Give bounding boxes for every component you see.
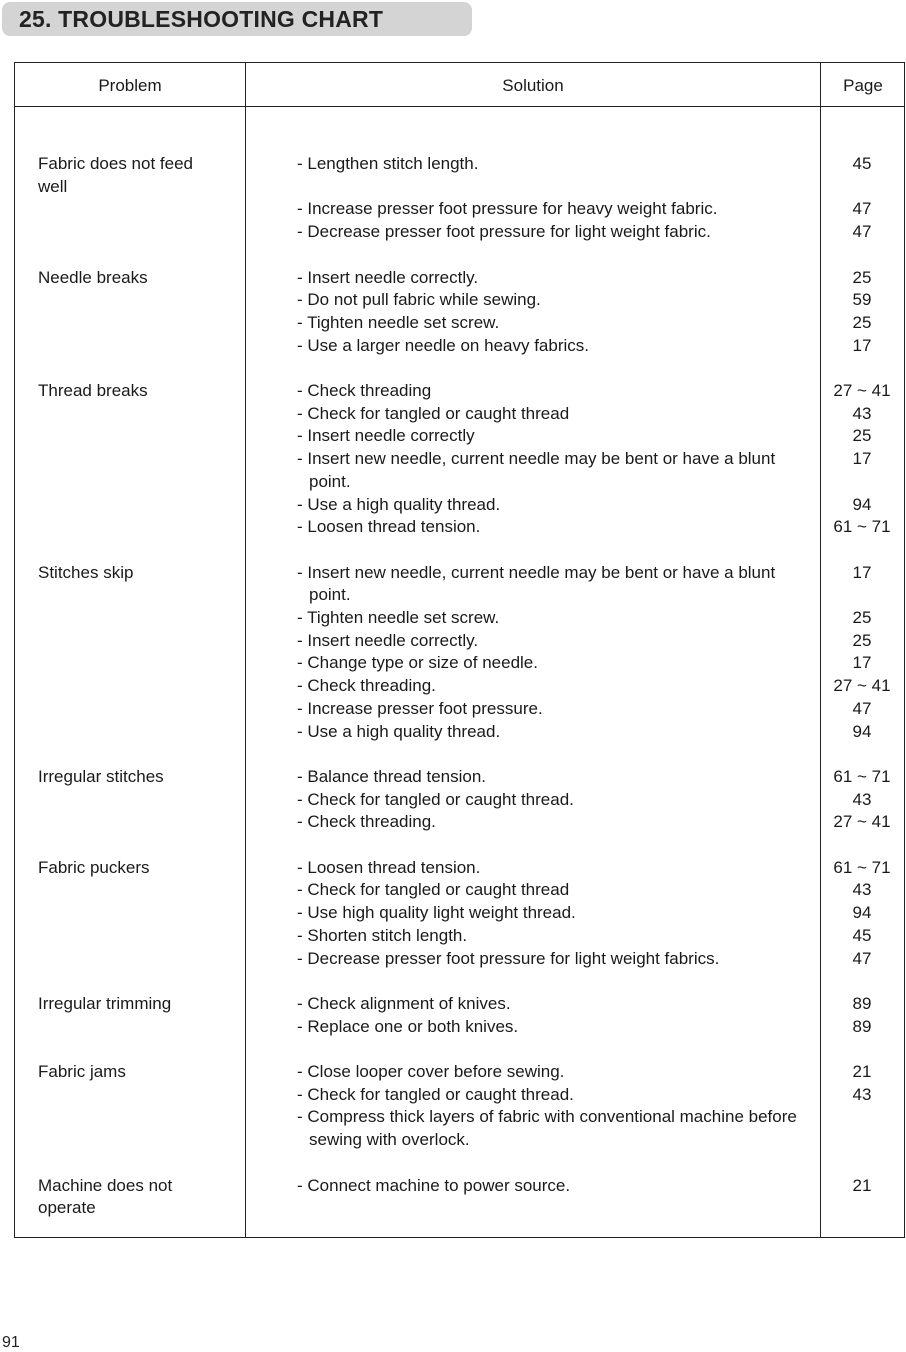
problem-cell-empty	[15, 879, 245, 902]
page-cell: 27 ~ 41	[833, 676, 891, 696]
page-cell: 94	[852, 721, 872, 741]
problem-group	[15, 1061, 904, 1152]
problem-cell-empty	[15, 312, 245, 335]
solution-cell: - Loosen thread tension.	[297, 857, 481, 877]
solution-cell: - Check for tangled or caught thread	[297, 403, 570, 423]
table-row	[15, 425, 904, 448]
table-row	[15, 312, 904, 335]
problem-cell: Needle breaks	[38, 267, 148, 287]
problem-cell: Thread breaks	[38, 381, 148, 400]
problem-cell-empty	[15, 335, 245, 358]
solution-cell: - Insert needle correctly.	[297, 267, 479, 287]
page-cell: 89	[852, 1016, 872, 1036]
solution-cell: - Insert new needle, current needle may be bent or have a blunt point.	[297, 449, 776, 491]
page-cell: 61 ~ 71	[833, 857, 891, 877]
page-cell: 25	[852, 426, 872, 446]
problem-cell: Stitches skip	[38, 562, 134, 582]
solution-cell: - Insert needle correctly	[297, 426, 475, 446]
solution-cell: - Change type or size of needle.	[297, 653, 538, 673]
page-cell: 47	[852, 222, 872, 242]
table-row	[15, 879, 904, 902]
table-row	[15, 448, 904, 493]
table-row	[15, 948, 904, 971]
problem-cell: Fabric jams	[38, 1062, 126, 1082]
problem-group	[15, 153, 904, 244]
problem-cell-empty	[15, 789, 245, 812]
problem-cell-empty	[15, 448, 245, 493]
page-cell: 89	[852, 993, 872, 1013]
problem-cell-empty	[15, 675, 245, 698]
table-row	[15, 221, 904, 244]
solution-cell: - Balance thread tension.	[297, 766, 487, 786]
solution-cell: - Decrease presser foot pressure for light weight fabric.	[297, 222, 711, 242]
page-cell: 25	[852, 312, 872, 332]
header-solution: Solution	[502, 76, 564, 95]
solution-cell: - Insert new needle, current needle may be bent or have a blunt point.	[297, 562, 776, 605]
page-cell: 45	[852, 925, 872, 945]
page-cell: 17	[852, 449, 872, 469]
row-spacer	[15, 244, 904, 267]
table-row	[15, 153, 904, 198]
solution-cell: - Do not pull fabric while sewing.	[297, 290, 541, 310]
solution-cell: - Lengthen stitch length.	[297, 154, 479, 173]
solution-cell: - Use a high quality thread.	[297, 494, 501, 514]
problem-cell-empty	[15, 652, 245, 675]
solution-cell: - Increase presser foot pressure.	[297, 698, 543, 718]
problem-cell-empty	[15, 198, 245, 221]
row-spacer	[15, 834, 904, 857]
solution-cell: - Use high quality light weight thread.	[297, 903, 576, 923]
page-cell: 17	[852, 653, 872, 673]
page-cell: 25	[852, 608, 872, 628]
table-row	[15, 1175, 904, 1220]
table-row	[15, 902, 904, 925]
table-row	[15, 925, 904, 948]
row-spacer	[15, 1038, 904, 1061]
solution-cell: - Use a high quality thread.	[297, 721, 501, 741]
problem-cell-empty	[15, 607, 245, 630]
problem-cell-empty	[15, 721, 245, 744]
page-cell: 47	[852, 698, 872, 718]
page-cell: 21	[852, 1062, 872, 1082]
solution-cell: - Check alignment of knives.	[297, 993, 511, 1013]
page-cell: 43	[852, 880, 872, 900]
problem-cell: Machine does not operate	[38, 1175, 173, 1218]
solution-cell: - Tighten needle set screw.	[297, 312, 500, 332]
page-cell: 43	[852, 403, 872, 423]
table-row	[15, 857, 904, 880]
problem-cell-empty	[15, 811, 245, 834]
page-cell: 21	[852, 1175, 872, 1195]
section-title: 25. TROUBLESHOOTING CHART	[2, 2, 472, 36]
table-body	[15, 153, 904, 1220]
page-cell: 17	[852, 335, 872, 355]
problem-group	[15, 993, 904, 1038]
table-row	[15, 516, 904, 539]
page-cell: 17	[852, 562, 872, 582]
solution-cell: - Increase presser foot pressure for heavy weight fabric.	[297, 199, 718, 219]
problem-group	[15, 562, 904, 744]
solution-cell: - Check for tangled or caught thread.	[297, 789, 574, 809]
table-row	[15, 380, 904, 403]
page-cell: 25	[852, 267, 872, 287]
solution-cell: - Tighten needle set screw.	[297, 608, 500, 628]
table-row	[15, 698, 904, 721]
problem-cell: Irregular trimming	[38, 993, 172, 1013]
problem-cell-empty	[15, 1016, 245, 1039]
problem-group	[15, 1175, 904, 1220]
table-row	[15, 494, 904, 517]
header-page: Page	[843, 76, 883, 95]
solution-cell: - Close looper cover before sewing.	[297, 1062, 565, 1082]
solution-cell: - Shorten stitch length.	[297, 925, 468, 945]
table-row	[15, 335, 904, 358]
table-row	[15, 267, 904, 290]
table-row	[15, 721, 904, 744]
table-row	[15, 289, 904, 312]
page-cell: 25	[852, 630, 872, 650]
problem-cell-empty	[15, 1084, 245, 1107]
problem-cell-empty	[15, 403, 245, 426]
problem-cell: Fabric does not feed well	[38, 154, 193, 196]
table-row	[15, 403, 904, 426]
problem-cell: Irregular stitches	[38, 766, 164, 786]
table-row	[15, 993, 904, 1016]
problem-cell: Fabric puckers	[38, 857, 150, 877]
page-cell: 47	[852, 948, 872, 968]
page-cell: 94	[852, 903, 872, 923]
table-row	[15, 1084, 904, 1107]
solution-cell: - Use a larger needle on heavy fabrics.	[297, 335, 589, 355]
solution-cell: - Compress thick layers of fabric with conventional machine before sewing with overlock.	[297, 1107, 797, 1150]
table-row	[15, 1106, 904, 1151]
problem-cell-empty	[15, 630, 245, 653]
table-row	[15, 630, 904, 653]
page-number: 91	[2, 1334, 20, 1351]
problem-group	[15, 766, 904, 834]
page-cell: 61 ~ 71	[833, 766, 891, 786]
page-cell	[820, 1106, 904, 1151]
problem-cell-empty	[15, 948, 245, 971]
table-row	[15, 811, 904, 834]
problem-cell-empty	[15, 516, 245, 539]
header-problem: Problem	[98, 76, 162, 95]
page-cell: 43	[852, 789, 872, 809]
row-spacer	[15, 743, 904, 766]
problem-cell-empty	[15, 925, 245, 948]
row-spacer	[15, 539, 904, 562]
problem-cell-empty	[15, 1106, 245, 1151]
solution-cell: - Connect machine to power source.	[297, 1175, 571, 1195]
table-row	[15, 675, 904, 698]
solution-cell: - Loosen thread tension.	[297, 517, 481, 537]
page-cell: 43	[852, 1084, 872, 1104]
table-row	[15, 1016, 904, 1039]
table-row	[15, 652, 904, 675]
table-row	[15, 766, 904, 789]
page-cell: 27 ~ 41	[833, 381, 891, 400]
page-cell: 61 ~ 71	[833, 517, 891, 537]
page-cell: 27 ~ 41	[833, 812, 891, 832]
page-cell: 45	[852, 154, 872, 173]
row-spacer	[15, 1152, 904, 1175]
table-row	[15, 1061, 904, 1084]
problem-cell-empty	[15, 221, 245, 244]
solution-cell: - Decrease presser foot pressure for light weight fabrics.	[297, 948, 720, 968]
solution-cell: - Replace one or both knives.	[297, 1016, 519, 1036]
table-row	[15, 198, 904, 221]
table-row	[15, 562, 904, 607]
problem-cell-empty	[15, 902, 245, 925]
problem-group	[15, 857, 904, 971]
problem-cell-empty	[15, 425, 245, 448]
page-cell: 59	[852, 290, 872, 310]
problem-cell-empty	[15, 698, 245, 721]
page-cell: 94	[852, 494, 872, 514]
problem-cell-empty	[15, 289, 245, 312]
solution-cell: - Check threading	[297, 381, 432, 400]
problem-cell-empty	[15, 494, 245, 517]
troubleshooting-table	[14, 62, 905, 1238]
table-row	[15, 607, 904, 630]
problem-group	[15, 380, 904, 539]
page-cell: 47	[852, 199, 872, 219]
row-spacer	[15, 357, 904, 380]
problem-group	[15, 267, 904, 358]
table-row	[15, 789, 904, 812]
solution-cell: - Check for tangled or caught thread.	[297, 1084, 574, 1104]
solution-cell: - Insert needle correctly.	[297, 630, 479, 650]
solution-cell: - Check threading.	[297, 676, 436, 696]
row-spacer	[15, 970, 904, 993]
solution-cell: - Check for tangled or caught thread	[297, 880, 570, 900]
solution-cell: - Check threading.	[297, 812, 436, 832]
